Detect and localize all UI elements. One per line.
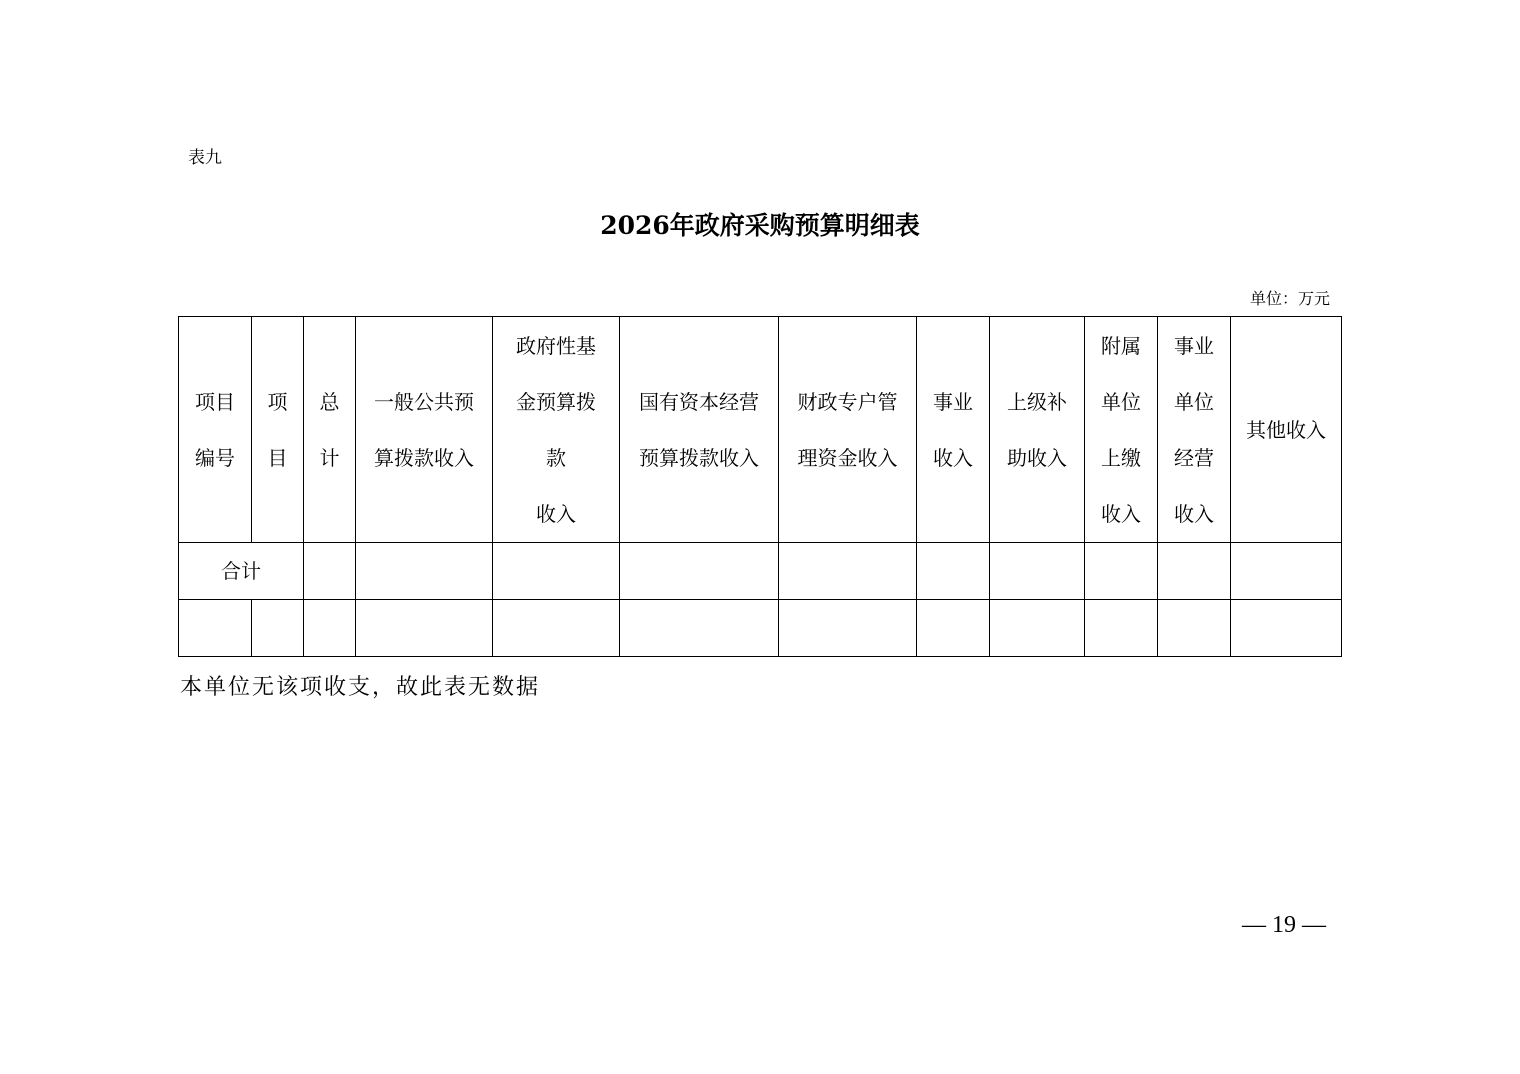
header-unit-operating-income: 事业 单位 经营 收入 (1158, 317, 1231, 543)
table-cell (356, 543, 493, 600)
table-cell (917, 543, 990, 600)
table-cell (304, 543, 356, 600)
table-cell (917, 600, 990, 657)
table-cell (252, 600, 304, 657)
table-cell (620, 600, 779, 657)
page-title: 2026年政府采购预算明细表 (600, 211, 920, 240)
no-data-note: 本单位无该项收支，故此表无数据 (180, 675, 541, 700)
table-cell (1158, 600, 1231, 657)
header-other-income: 其他收入 (1231, 317, 1342, 543)
table-cell (179, 600, 252, 657)
table-label: 表九 (188, 148, 222, 168)
table-cell (304, 600, 356, 657)
header-superior-subsidy: 上级补 助收入 (990, 317, 1085, 543)
table-total-row (179, 543, 1342, 600)
page-number: — 19 — (1242, 912, 1326, 938)
table-cell (779, 600, 917, 657)
table-cell (356, 600, 493, 657)
table-cell (620, 543, 779, 600)
table-cell (1085, 600, 1158, 657)
header-government-fund-budget: 政府性基 金预算拨 款 收入 (493, 317, 620, 543)
table-cell (1231, 600, 1342, 657)
table-cell (1231, 543, 1342, 600)
header-project-code: 项目 编号 (179, 317, 252, 543)
header-business-income: 事业 收入 (917, 317, 990, 543)
header-fiscal-special-account: 财政专户管 理资金收入 (779, 317, 917, 543)
table-cell (493, 600, 620, 657)
table-header-row (179, 317, 1342, 543)
table-row (179, 600, 1342, 657)
unit-label: 单位：万元 (1249, 289, 1330, 308)
header-general-public-budget: 一般公共预 算拨款收入 (356, 317, 493, 543)
header-affiliated-unit-remittance: 附属 单位 上缴 收入 (1085, 317, 1158, 543)
table-cell (1158, 543, 1231, 600)
header-project: 项 目 (252, 317, 304, 543)
table-cell (990, 600, 1085, 657)
header-total: 总 计 (304, 317, 356, 543)
table-cell (779, 543, 917, 600)
table-cell (493, 543, 620, 600)
table-cell (1085, 543, 1158, 600)
total-label: 合计 (179, 543, 304, 600)
header-state-capital-budget: 国有资本经营 预算拨款收入 (620, 317, 779, 543)
budget-table (178, 316, 1342, 657)
table-cell (990, 543, 1085, 600)
